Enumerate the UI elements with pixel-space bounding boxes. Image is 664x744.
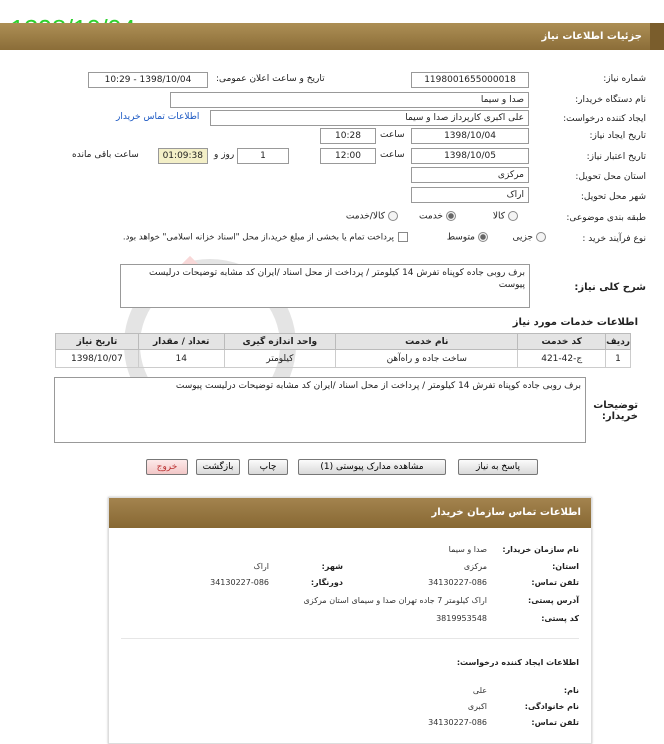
category-label: طبقه بندی موضوعی:: [566, 213, 646, 223]
radio-icon: [508, 211, 518, 221]
exit-button[interactable]: خروج: [146, 459, 188, 475]
contact-fax: 34130227-086: [210, 578, 269, 587]
back-button[interactable]: بازگشت: [196, 459, 240, 475]
category-radio-service[interactable]: [419, 211, 456, 222]
category-goods-service-label: کالا/خدمت: [345, 211, 385, 222]
payment-checkbox[interactable]: [123, 232, 408, 243]
contact-city: اراک: [253, 562, 269, 571]
col-date: تاریخ نیاز: [56, 334, 139, 350]
buyer-contact-card: [108, 497, 592, 744]
contact-province: مرکزی: [463, 562, 487, 571]
radio-selected-icon: [478, 232, 488, 242]
process-radio-medium[interactable]: [447, 232, 488, 243]
category-radio-goods[interactable]: [493, 211, 518, 222]
col-row: ردیف: [606, 334, 631, 350]
days-field[interactable]: 1: [237, 148, 289, 164]
creator-last-name-label: نام خانوادگی:: [524, 702, 579, 711]
page-title: جزئیات اطلاعات نیاز: [541, 31, 642, 42]
remaining-time-field: 01:09:38: [158, 148, 208, 164]
process-label: نوع فرآیند خرید :: [582, 234, 646, 244]
cell-date: 1398/10/07: [56, 350, 139, 368]
creator-phone-label: تلفن تماس:: [531, 718, 579, 727]
contact-phone: 34130227-086: [428, 578, 487, 587]
description-text: برف روبی جاده کوپناه تفرش 14 کیلومتر / پرداخت از محل اسناد /ایران کد مشابه توضیحات درلیست پیوست: [149, 268, 525, 290]
creator-field[interactable]: علی اکبری کارپرداز صدا و سیما: [210, 110, 529, 126]
checkbox-icon: [398, 232, 408, 242]
buyer-contact-link[interactable]: اطلاعات تماس خریدار: [116, 112, 200, 122]
validity-label: تاریخ اعتبار نیاز:: [586, 152, 646, 162]
payment-note: پرداخت تمام یا بخشی از مبلغ خرید،از محل "اسناد خزانه اسلامی" خواهد بود.: [122, 232, 394, 243]
need-number-label: شماره نیاز:: [603, 74, 646, 84]
description-textarea[interactable]: [120, 264, 530, 308]
buyer-notes-label: توضیحات خریدار:: [593, 400, 638, 422]
page-header: [0, 23, 664, 50]
header-end-cap: [650, 23, 664, 50]
province-field[interactable]: مرکزی: [411, 167, 529, 183]
attachments-button[interactable]: مشاهده مدارک پیوستی (1): [298, 459, 446, 475]
announce-label: تاریخ و ساعت اعلان عمومی:: [216, 74, 325, 84]
cell-name: ساخت جاده و راه‌آهن: [336, 350, 518, 368]
days-label: روز و: [214, 150, 235, 160]
contact-province-label: استان:: [552, 562, 579, 571]
cell-row: 1: [606, 350, 631, 368]
city-field[interactable]: اراک: [411, 187, 529, 203]
cell-code: ج-42-421: [518, 350, 606, 368]
contact-card-title: اطلاعات تماس سازمان خریدار: [109, 498, 591, 528]
print-button[interactable]: چاپ: [248, 459, 288, 475]
created-time-field[interactable]: 10:28: [320, 128, 376, 144]
col-qty: تعداد / مقدار: [138, 334, 224, 350]
category-radio-goods-service[interactable]: [346, 211, 398, 222]
creator-label: ایجاد کننده درخواست:: [563, 114, 646, 124]
buyer-org-label: نام دستگاه خریدار:: [575, 95, 646, 105]
creator-last-name: اکبری: [467, 702, 487, 711]
buyer-notes-text: برف روبی جاده کوپناه تفرش 14 کیلومتر / پرداخت از محل اسناد /ایران کد مشابه توضیحات درلیست پیوست: [175, 381, 581, 391]
contact-address: اراک کیلومتر 7 جاده تهران صدا و سیمای استان مرکزی: [303, 596, 487, 605]
city-label: شهر محل تحویل:: [580, 192, 646, 202]
created-date-field[interactable]: 1398/10/04: [411, 128, 529, 144]
created-date-label: تاریخ ایجاد نیاز:: [589, 131, 646, 141]
process-minor-label: جزیی: [512, 232, 533, 243]
contact-postal-label: کد پستی:: [541, 614, 579, 623]
creator-first-name-label: نام:: [563, 686, 579, 695]
announce-date-field[interactable]: 1398/10/04 - 10:29: [88, 72, 208, 88]
reply-button[interactable]: پاسخ به نیاز: [458, 459, 538, 475]
contact-phone-label: تلفن تماس:: [531, 578, 579, 587]
radio-selected-icon: [446, 211, 456, 221]
process-radio-minor[interactable]: [512, 232, 546, 243]
remaining-label: ساعت باقی مانده: [72, 150, 139, 160]
cell-qty: 14: [138, 350, 224, 368]
province-label: استان محل تحویل:: [575, 172, 646, 182]
col-unit: واحد اندازه گیری: [224, 334, 336, 350]
creator-first-name: علی: [472, 686, 487, 695]
validity-time-field[interactable]: 12:00: [320, 148, 376, 164]
contact-address-label: آدرس پستی:: [528, 596, 579, 605]
radio-icon: [388, 211, 398, 221]
creator-phone: 34130227-086: [428, 718, 487, 727]
cell-unit: کیلومتر: [224, 350, 336, 368]
radio-icon: [536, 232, 546, 242]
contact-postal: 3819953548: [436, 614, 487, 623]
validity-time-label: ساعت: [380, 150, 405, 160]
services-table: [55, 333, 631, 368]
contact-org: صدا و سیما: [448, 545, 487, 554]
col-name: نام خدمت: [336, 334, 518, 350]
contact-org-label: نام سازمان خریدار:: [502, 545, 579, 554]
category-goods-label: کالا: [492, 211, 505, 222]
table-row[interactable]: [56, 350, 631, 368]
contact-city-label: شهر:: [321, 562, 343, 571]
contact-fax-label: دورنگار:: [310, 578, 343, 587]
category-service-label: خدمت: [419, 211, 443, 222]
description-label: شرح کلی نیاز:: [574, 282, 646, 293]
col-code: کد خدمت: [518, 334, 606, 350]
creator-section-title: اطلاعات ایجاد کننده درخواست:: [456, 658, 579, 667]
buyer-notes-textarea[interactable]: [54, 377, 586, 443]
contact-divider: [121, 638, 579, 639]
need-number-field[interactable]: 1198001655000018: [411, 72, 529, 88]
buyer-org-field[interactable]: صدا و سیما: [170, 92, 529, 108]
process-medium-label: متوسط: [446, 232, 475, 243]
services-section-title: اطلاعات خدمات مورد نیاز: [512, 317, 638, 328]
validity-date-field[interactable]: 1398/10/05: [411, 148, 529, 164]
created-time-label: ساعت: [380, 130, 405, 140]
